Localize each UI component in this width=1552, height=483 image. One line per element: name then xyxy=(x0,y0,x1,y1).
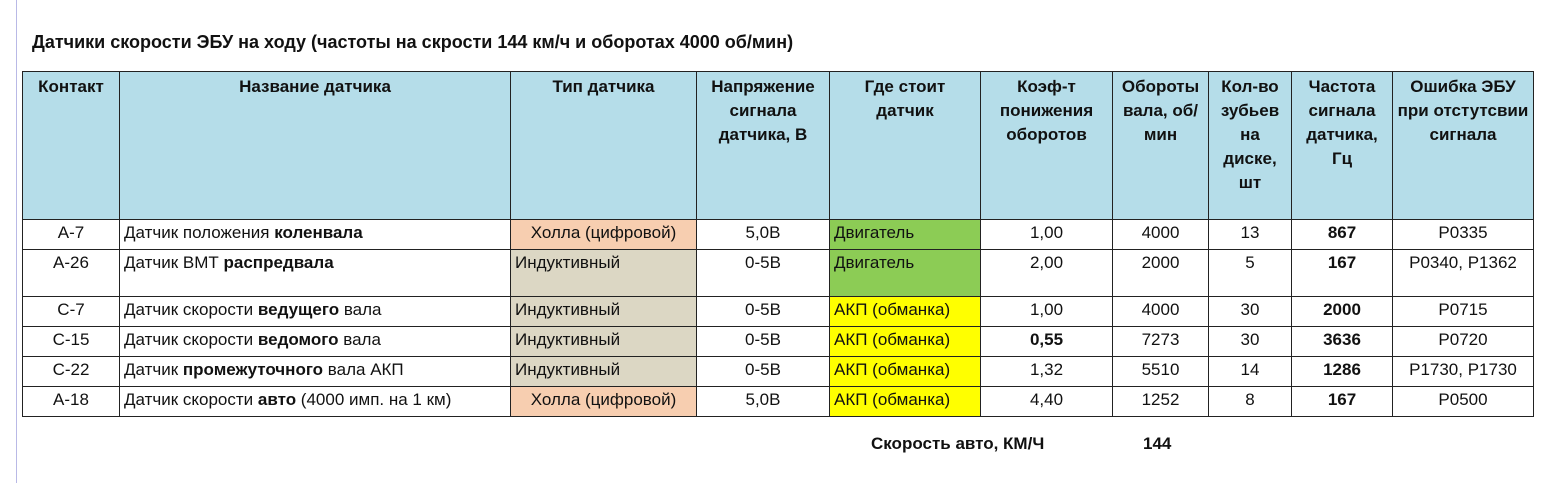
cell-voltage[interactable]: 0-5В xyxy=(697,250,830,297)
cell-error[interactable]: P0715 xyxy=(1393,297,1534,327)
cell-frequency[interactable]: 167 xyxy=(1292,250,1393,297)
table-row xyxy=(23,297,1534,327)
cell-location[interactable]: АКП (обманка) xyxy=(830,297,981,327)
cell-sensor-name[interactable] xyxy=(120,327,511,357)
cell-frequency[interactable]: 1286 xyxy=(1292,357,1393,387)
cell-sensor-type[interactable]: Индуктивный xyxy=(511,297,697,327)
cell-contact[interactable]: А-26 xyxy=(23,250,120,297)
name-text: Датчик ВМТ xyxy=(124,253,224,272)
name-emphasis: ведущего xyxy=(257,300,340,319)
cell-error[interactable]: P0500 xyxy=(1393,387,1534,417)
name-emphasis: распредвала xyxy=(223,253,334,272)
cell-rpm[interactable]: 5510 xyxy=(1113,357,1209,387)
name-emphasis: ведомого xyxy=(257,330,339,349)
cell-sensor-type[interactable]: Холла (цифровой) xyxy=(511,220,697,250)
cell-rpm[interactable]: 2000 xyxy=(1113,250,1209,297)
name-text: вала xyxy=(338,330,381,349)
cell-rpm[interactable]: 4000 xyxy=(1113,297,1209,327)
cell-ratio[interactable]: 4,40 xyxy=(981,387,1113,417)
cell-location[interactable]: АКП (обманка) xyxy=(830,357,981,387)
cell-sensor-name[interactable] xyxy=(120,297,511,327)
cell-contact[interactable]: С-15 xyxy=(23,327,120,357)
cell-error[interactable]: P0335 xyxy=(1393,220,1534,250)
sensor-table xyxy=(22,71,1534,417)
header-teeth[interactable]: Кол-во зубьев на диске, шт xyxy=(1209,72,1292,220)
table-row xyxy=(23,327,1534,357)
speed-label: Скорость авто, КМ/Ч xyxy=(871,434,1045,453)
cell-ratio[interactable]: 2,00 xyxy=(981,250,1113,297)
table-row xyxy=(23,220,1534,250)
cell-frequency[interactable]: 2000 xyxy=(1292,297,1393,327)
sheet-title: Датчики скорости ЭБУ на ходу (частоты на скрости 144 км/ч и оборотах 4000 об/мин) xyxy=(32,32,794,52)
name-text: вала АКП xyxy=(323,360,404,379)
cell-error[interactable]: P1730, P1730 xyxy=(1393,357,1534,387)
cell-teeth[interactable]: 5 xyxy=(1209,250,1292,297)
cell-location[interactable]: Двигатель xyxy=(830,220,981,250)
header-voltage[interactable]: Напряжение сигнала датчика, В xyxy=(697,72,830,220)
name-text: Датчик положения xyxy=(124,223,275,242)
cell-voltage[interactable]: 0-5В xyxy=(697,357,830,387)
cell-teeth[interactable]: 8 xyxy=(1209,387,1292,417)
cell-sensor-type[interactable]: Холла (цифровой) xyxy=(511,387,697,417)
table-row xyxy=(23,357,1534,387)
header-error[interactable]: Ошибка ЭБУ при отстутсвии сигнала xyxy=(1393,72,1534,220)
cell-sensor-type[interactable]: Индуктивный xyxy=(511,327,697,357)
name-emphasis: коленвала xyxy=(274,223,363,242)
cell-sensor-name[interactable] xyxy=(120,250,511,297)
name-emphasis: авто xyxy=(257,390,297,409)
cell-voltage[interactable]: 5,0В xyxy=(697,220,830,250)
header-sensor-type[interactable]: Тип датчика xyxy=(511,72,697,220)
left-margin-line xyxy=(16,0,17,483)
cell-location[interactable]: АКП (обманка) xyxy=(830,327,981,357)
table-row xyxy=(23,250,1534,297)
cell-sensor-name[interactable] xyxy=(120,357,511,387)
cell-location[interactable]: АКП (обманка) xyxy=(830,387,981,417)
cell-frequency[interactable]: 167 xyxy=(1292,387,1393,417)
cell-contact[interactable]: С-22 xyxy=(23,357,120,387)
cell-rpm[interactable]: 4000 xyxy=(1113,220,1209,250)
cell-teeth[interactable]: 30 xyxy=(1209,297,1292,327)
cell-teeth[interactable]: 14 xyxy=(1209,357,1292,387)
cell-error[interactable]: P0720 xyxy=(1393,327,1534,357)
cell-voltage[interactable]: 0-5В xyxy=(697,327,830,357)
cell-sensor-name[interactable] xyxy=(120,387,511,417)
name-text: Датчик скорости xyxy=(124,330,258,349)
header-frequency[interactable]: Частота сигнала датчика, Гц xyxy=(1292,72,1393,220)
name-emphasis: промежуточного xyxy=(182,360,324,379)
cell-teeth[interactable]: 30 xyxy=(1209,327,1292,357)
cell-sensor-name[interactable] xyxy=(120,220,511,250)
cell-frequency[interactable]: 867 xyxy=(1292,220,1393,250)
cell-ratio[interactable]: 1,32 xyxy=(981,357,1113,387)
header-contact[interactable]: Контакт xyxy=(23,72,120,220)
header-row xyxy=(23,72,1534,220)
header-ratio[interactable]: Коэф-т понижения оборотов xyxy=(981,72,1113,220)
cell-ratio[interactable]: 1,00 xyxy=(981,220,1113,250)
cell-voltage[interactable]: 0-5В xyxy=(697,297,830,327)
cell-error[interactable]: P0340, P1362 xyxy=(1393,250,1534,297)
cell-contact[interactable]: А-18 xyxy=(23,387,120,417)
cell-location[interactable]: Двигатель xyxy=(830,250,981,297)
cell-contact[interactable]: А-7 xyxy=(23,220,120,250)
header-sensor-name[interactable]: Название датчика xyxy=(120,72,511,220)
cell-frequency[interactable]: 3636 xyxy=(1292,327,1393,357)
name-text: вала xyxy=(339,300,382,319)
cell-rpm[interactable]: 1252 xyxy=(1113,387,1209,417)
cell-sensor-type[interactable]: Индуктивный xyxy=(511,357,697,387)
name-text: Датчик скорости xyxy=(124,390,258,409)
name-text: Датчик xyxy=(124,360,183,379)
cell-ratio[interactable]: 0,55 xyxy=(981,327,1113,357)
header-rpm[interactable]: Обороты вала, об/мин xyxy=(1113,72,1209,220)
cell-teeth[interactable]: 13 xyxy=(1209,220,1292,250)
cell-rpm[interactable]: 7273 xyxy=(1113,327,1209,357)
cell-contact[interactable]: С-7 xyxy=(23,297,120,327)
header-location[interactable]: Где стоит датчик xyxy=(830,72,981,220)
name-text: Датчик скорости xyxy=(124,300,258,319)
table-row xyxy=(23,387,1534,417)
speed-value[interactable]: 144 xyxy=(1143,434,1172,453)
cell-ratio[interactable]: 1,00 xyxy=(981,297,1113,327)
name-text: (4000 имп. на 1 км) xyxy=(296,390,452,409)
cell-sensor-type[interactable]: Индуктивный xyxy=(511,250,697,297)
cell-voltage[interactable]: 5,0В xyxy=(697,387,830,417)
